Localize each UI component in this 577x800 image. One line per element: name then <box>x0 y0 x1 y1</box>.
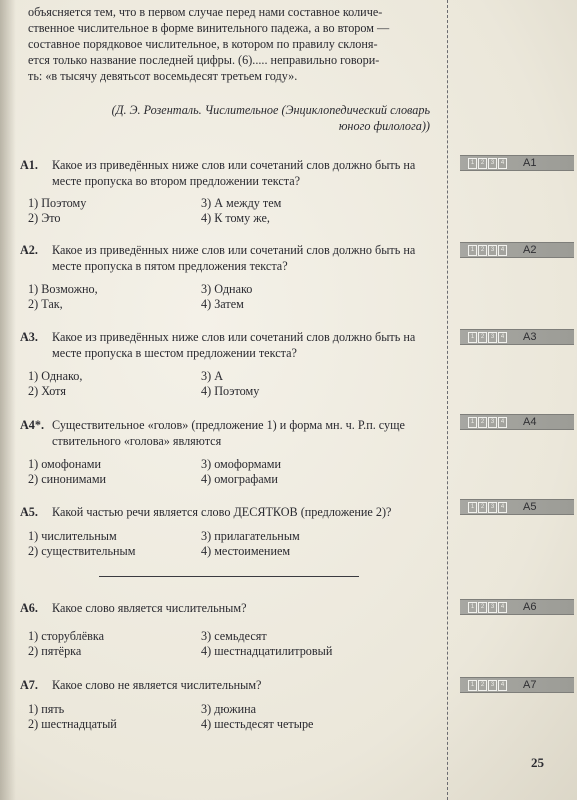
answer-box-a5[interactable] <box>460 499 574 515</box>
option[interactable]: 2) Это <box>28 211 61 225</box>
answer-cell[interactable]: 4 <box>498 245 507 256</box>
answer-cell[interactable]: 1 <box>468 602 477 613</box>
question-a1 <box>20 157 440 188</box>
intro-line: ть: «в тысячу девятьсот восемьдесят третьем году». <box>28 69 298 83</box>
option[interactable]: 3) Однако <box>201 282 253 296</box>
question-number: А1. <box>20 158 38 172</box>
answer-cell[interactable]: 2 <box>478 417 487 428</box>
answer-cells <box>468 602 508 612</box>
answer-cell[interactable]: 1 <box>468 680 477 691</box>
answer-cell[interactable]: 3 <box>488 602 497 613</box>
option[interactable]: 4) омографами <box>201 472 278 486</box>
intro-line: составное порядковое числительное, в котором по правилу склоня- <box>28 37 378 51</box>
intro-line: ется только название последней цифры. (6)..... неправильно говори- <box>28 53 380 67</box>
question-stem: Какое из приведённых ниже слов или сочетаний слов должно быть на месте пропуска в пятом предложения текста? <box>52 243 416 273</box>
answer-cells <box>468 158 508 168</box>
answer-box-label: А6 <box>523 601 537 613</box>
answer-cell[interactable]: 2 <box>478 245 487 256</box>
answer-cells <box>468 680 508 690</box>
question-a2 <box>20 242 440 273</box>
answer-cell[interactable]: 4 <box>498 502 507 513</box>
answer-cell[interactable]: 3 <box>488 245 497 256</box>
answer-cell[interactable]: 2 <box>478 332 487 343</box>
source-citation <box>100 102 430 134</box>
answer-cell[interactable]: 1 <box>468 417 477 428</box>
question-stem: Какое из приведённых ниже слов или сочетаний слов должно быть на месте пропуска во втором предложении текста? <box>52 158 416 188</box>
option[interactable]: 4) К тому же, <box>201 211 270 225</box>
intro-line: объясняется тем, что в первом случае перед нами составное количе- <box>28 5 383 19</box>
question-a7 <box>20 677 440 693</box>
answer-cell[interactable]: 2 <box>478 602 487 613</box>
answer-cell[interactable]: 4 <box>498 602 507 613</box>
option[interactable]: 3) дюжина <box>201 702 257 716</box>
option[interactable]: 1) омофонами <box>28 457 102 471</box>
question-number: А7. <box>20 678 38 692</box>
option[interactable]: 1) пять <box>28 702 65 716</box>
answer-cell[interactable]: 1 <box>468 502 477 513</box>
question-stem: Существительное «голов» (предложение 1) и форма мн. ч. Р.п. суще ствительного «голова» являются <box>52 418 405 448</box>
option[interactable]: 4) местоимением <box>201 544 291 558</box>
option[interactable]: 4) Поэтому <box>201 384 260 398</box>
answer-cells <box>468 417 508 427</box>
answer-cell[interactable]: 3 <box>488 417 497 428</box>
answer-cell[interactable]: 2 <box>478 680 487 691</box>
question-number: А6. <box>20 601 38 615</box>
answer-cell[interactable]: 3 <box>488 502 497 513</box>
answer-box-a4[interactable] <box>460 414 574 430</box>
answer-cell[interactable]: 4 <box>498 680 507 691</box>
answer-box-a2[interactable] <box>460 242 574 258</box>
option[interactable]: 4) шестнадцатилитровый <box>201 644 333 658</box>
divider-line <box>99 576 359 577</box>
answer-cell[interactable]: 3 <box>488 332 497 343</box>
answer-cell[interactable]: 2 <box>478 502 487 513</box>
option[interactable]: 4) шестьдесят четыре <box>201 717 314 731</box>
answer-cell[interactable]: 4 <box>498 158 507 169</box>
intro-text <box>28 4 428 84</box>
answer-cell[interactable]: 4 <box>498 332 507 343</box>
option[interactable]: 3) А <box>201 369 224 383</box>
question-a3 <box>20 329 440 360</box>
answer-box-a1[interactable] <box>460 155 574 171</box>
answer-cells <box>468 245 508 255</box>
answer-cell[interactable]: 3 <box>488 158 497 169</box>
option[interactable]: 1) сторублёвка <box>28 629 105 643</box>
source-line: (Д. Э. Розенталь. Числительное (Энциклопедический словарь <box>111 103 430 117</box>
option[interactable]: 3) А между тем <box>201 196 282 210</box>
question-number: А3. <box>20 330 38 344</box>
answer-box-a6[interactable] <box>460 599 574 615</box>
option[interactable]: 2) пятёрка <box>28 644 82 658</box>
question-stem: Какое из приведённых ниже слов или сочетаний слов должно быть на месте пропуска в шестом предложении текста? <box>52 330 416 360</box>
answer-box-a7[interactable] <box>460 677 574 693</box>
answer-box-label: А2 <box>523 244 537 256</box>
answer-cell[interactable]: 1 <box>468 332 477 343</box>
page-gutter-shadow <box>0 0 16 800</box>
option[interactable]: 2) Хотя <box>28 384 66 398</box>
option[interactable]: 1) Однако, <box>28 369 83 383</box>
answer-cell[interactable]: 1 <box>468 245 477 256</box>
answer-box-a3[interactable] <box>460 329 574 345</box>
answer-cell[interactable]: 4 <box>498 417 507 428</box>
answer-box-label: А3 <box>523 331 537 343</box>
answer-box-label: А4 <box>523 416 537 428</box>
question-number: А2. <box>20 243 38 257</box>
option[interactable]: 1) Поэтому <box>28 196 87 210</box>
answer-cells <box>468 332 508 342</box>
option[interactable]: 2) синонимами <box>28 472 107 486</box>
question-stem: Какое слово является числительным? <box>52 601 247 615</box>
option[interactable]: 3) омоформами <box>201 457 282 471</box>
option[interactable]: 1) Возможно, <box>28 282 98 296</box>
answer-cell[interactable]: 2 <box>478 158 487 169</box>
option[interactable]: 3) прилагательным <box>201 529 300 543</box>
answer-box-label: А1 <box>523 157 537 169</box>
answer-box-label: А5 <box>523 501 537 513</box>
question-number: А4*. <box>20 418 45 432</box>
question-a6 <box>20 600 440 616</box>
source-line: юного филолога)) <box>338 119 430 133</box>
question-a4 <box>20 417 440 448</box>
question-a5 <box>20 504 440 520</box>
cut-line <box>447 0 448 800</box>
answer-cell[interactable]: 3 <box>488 680 497 691</box>
option[interactable]: 1) числительным <box>28 529 117 543</box>
question-stem: Какой частью речи является слово ДЕСЯТКОВ (предложение 2)? <box>52 505 392 519</box>
option[interactable]: 2) шестнадцатый <box>28 717 117 731</box>
intro-line: ственное числительное в форме винительного падежа, а во втором — <box>28 21 390 35</box>
answer-cell[interactable]: 1 <box>468 158 477 169</box>
answer-box-label: А7 <box>523 679 537 691</box>
page-number: 25 <box>531 755 544 770</box>
option[interactable]: 2) существительным <box>28 544 136 558</box>
option[interactable]: 2) Так, <box>28 297 63 311</box>
question-stem: Какое слово не является числительным? <box>52 678 262 692</box>
option[interactable]: 3) семьдесят <box>201 629 267 643</box>
question-number: А5. <box>20 505 38 519</box>
answer-cells <box>468 502 508 512</box>
option[interactable]: 4) Затем <box>201 297 244 311</box>
